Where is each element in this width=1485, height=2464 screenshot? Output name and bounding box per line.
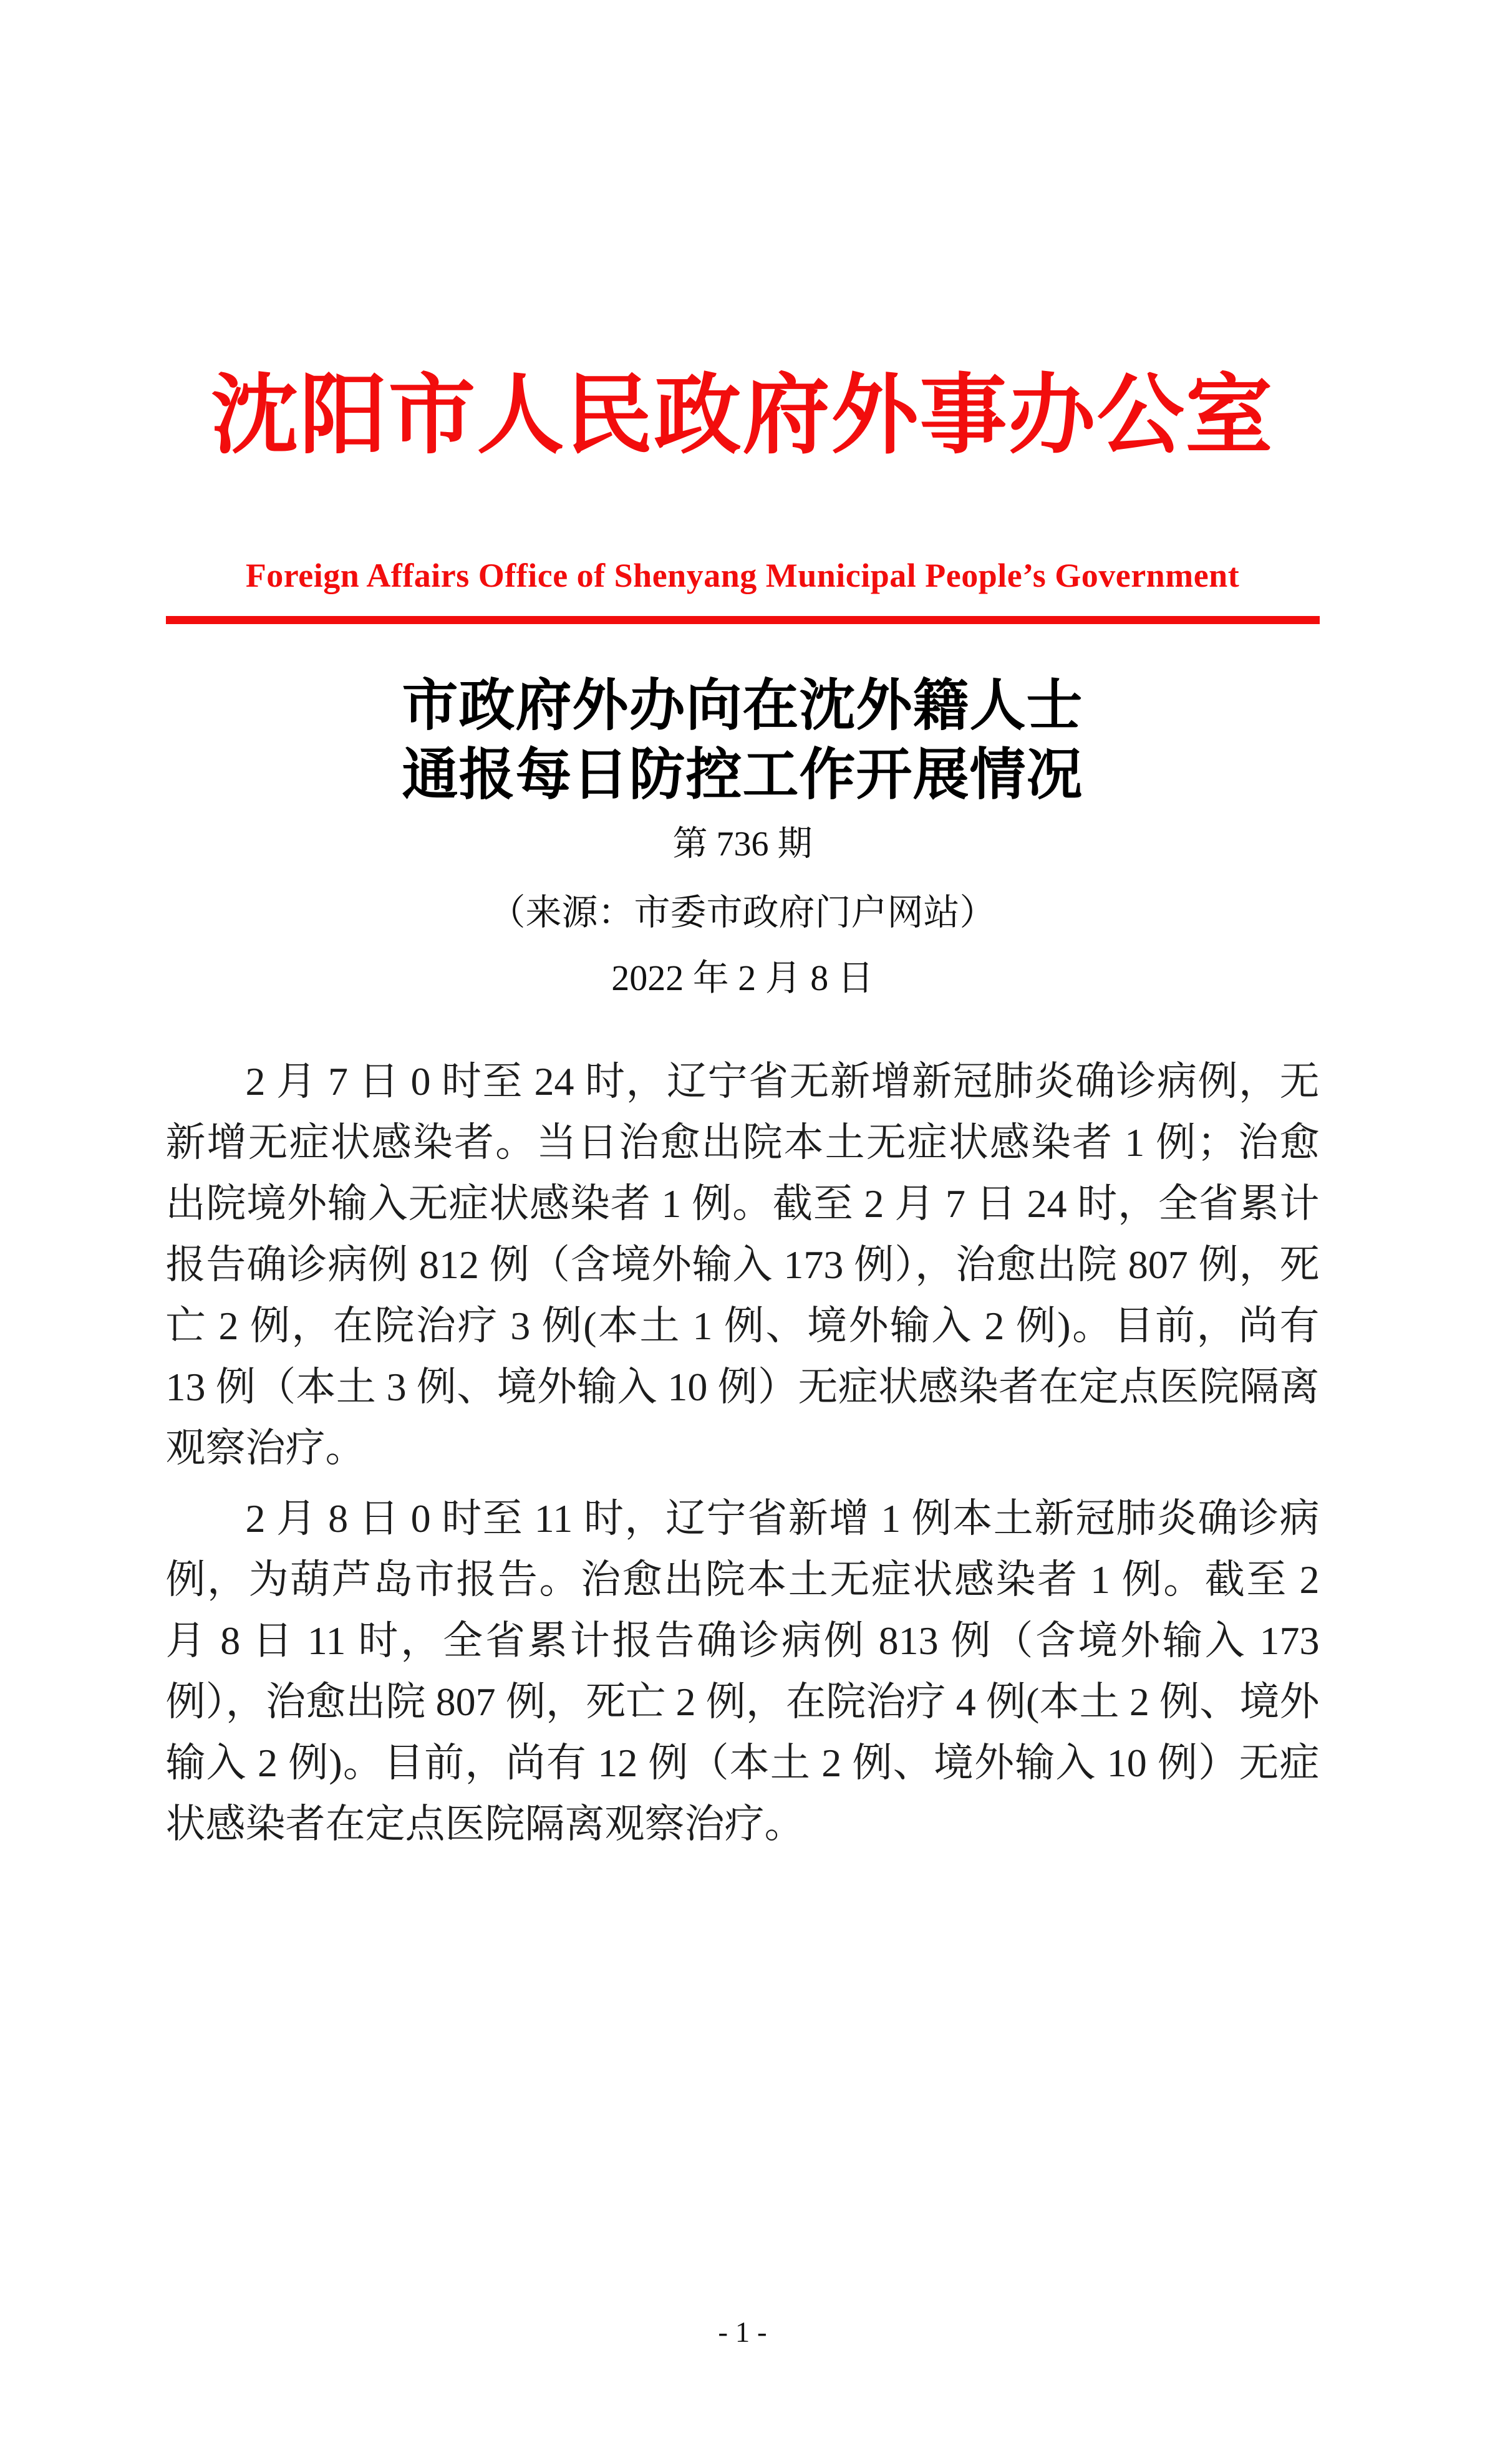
letterhead-title-chinese: 沈阳市人民政府外事办公室 [211,368,1274,464]
document-page [0,365,1485,2464]
page-number: - 1 - [718,2316,767,2349]
letterhead-title-english: Foreign Affairs Office of Shenyang Municipal People’s Government [245,557,1240,594]
source-line: （来源：市委市政府门户网站） [489,892,996,933]
document-title-line-1: 市政府外办向在沈外籍人士 [402,675,1083,737]
body-text [166,1051,1320,1855]
body-paragraph-1: 2 月 7 日 0 时至 24 时，辽宁省无新增新冠肺炎确诊病例，无新增无症状感染者。当日治愈出院本土无症状感染者 1 例；治愈出院境外输入无症状感染者 1 例。截至 2 月 7 日 24 时，全省累计报告确诊病例 812 例（含境外输入 173 例），治愈出院 807 例，死亡 2 例，在院治疗 3 例(本土 1 例、境外输入 2 例)。目前，尚有 13 例（本土 3 例、境外输入 10 例）无症状感染者在定点医院隔离观察治疗。 [165,1059,1320,1470]
document-title [166,671,1320,810]
date-line: 2022 年 2 月 8 日 [611,958,874,998]
body-paragraph-2: 2 月 8 日 0 时至 11 时，辽宁省新增 1 例本土新冠肺炎确诊病例，为葫芦岛市报告。治愈出院本土无症状感染者 1 例。截至 2 月 8 日 11 时，全省累计报告确诊病例 813 例（含境外输入 173 例），治愈出院 807 例，死亡 2 例，在院治疗 4 例(本土 2 例、境外输入 2 例)。目前，尚有 12 例（本土 2 例、境外输入 10 例）无症状感染者在定点医院隔离观察治疗。 [165,1496,1320,1846]
letterhead-divider-rule [166,616,1320,624]
document-title-line-2: 通报每日防控工作开展情况 [402,744,1083,806]
document-content-column [166,365,1320,1855]
issue-number: 第 736 期 [672,825,813,864]
